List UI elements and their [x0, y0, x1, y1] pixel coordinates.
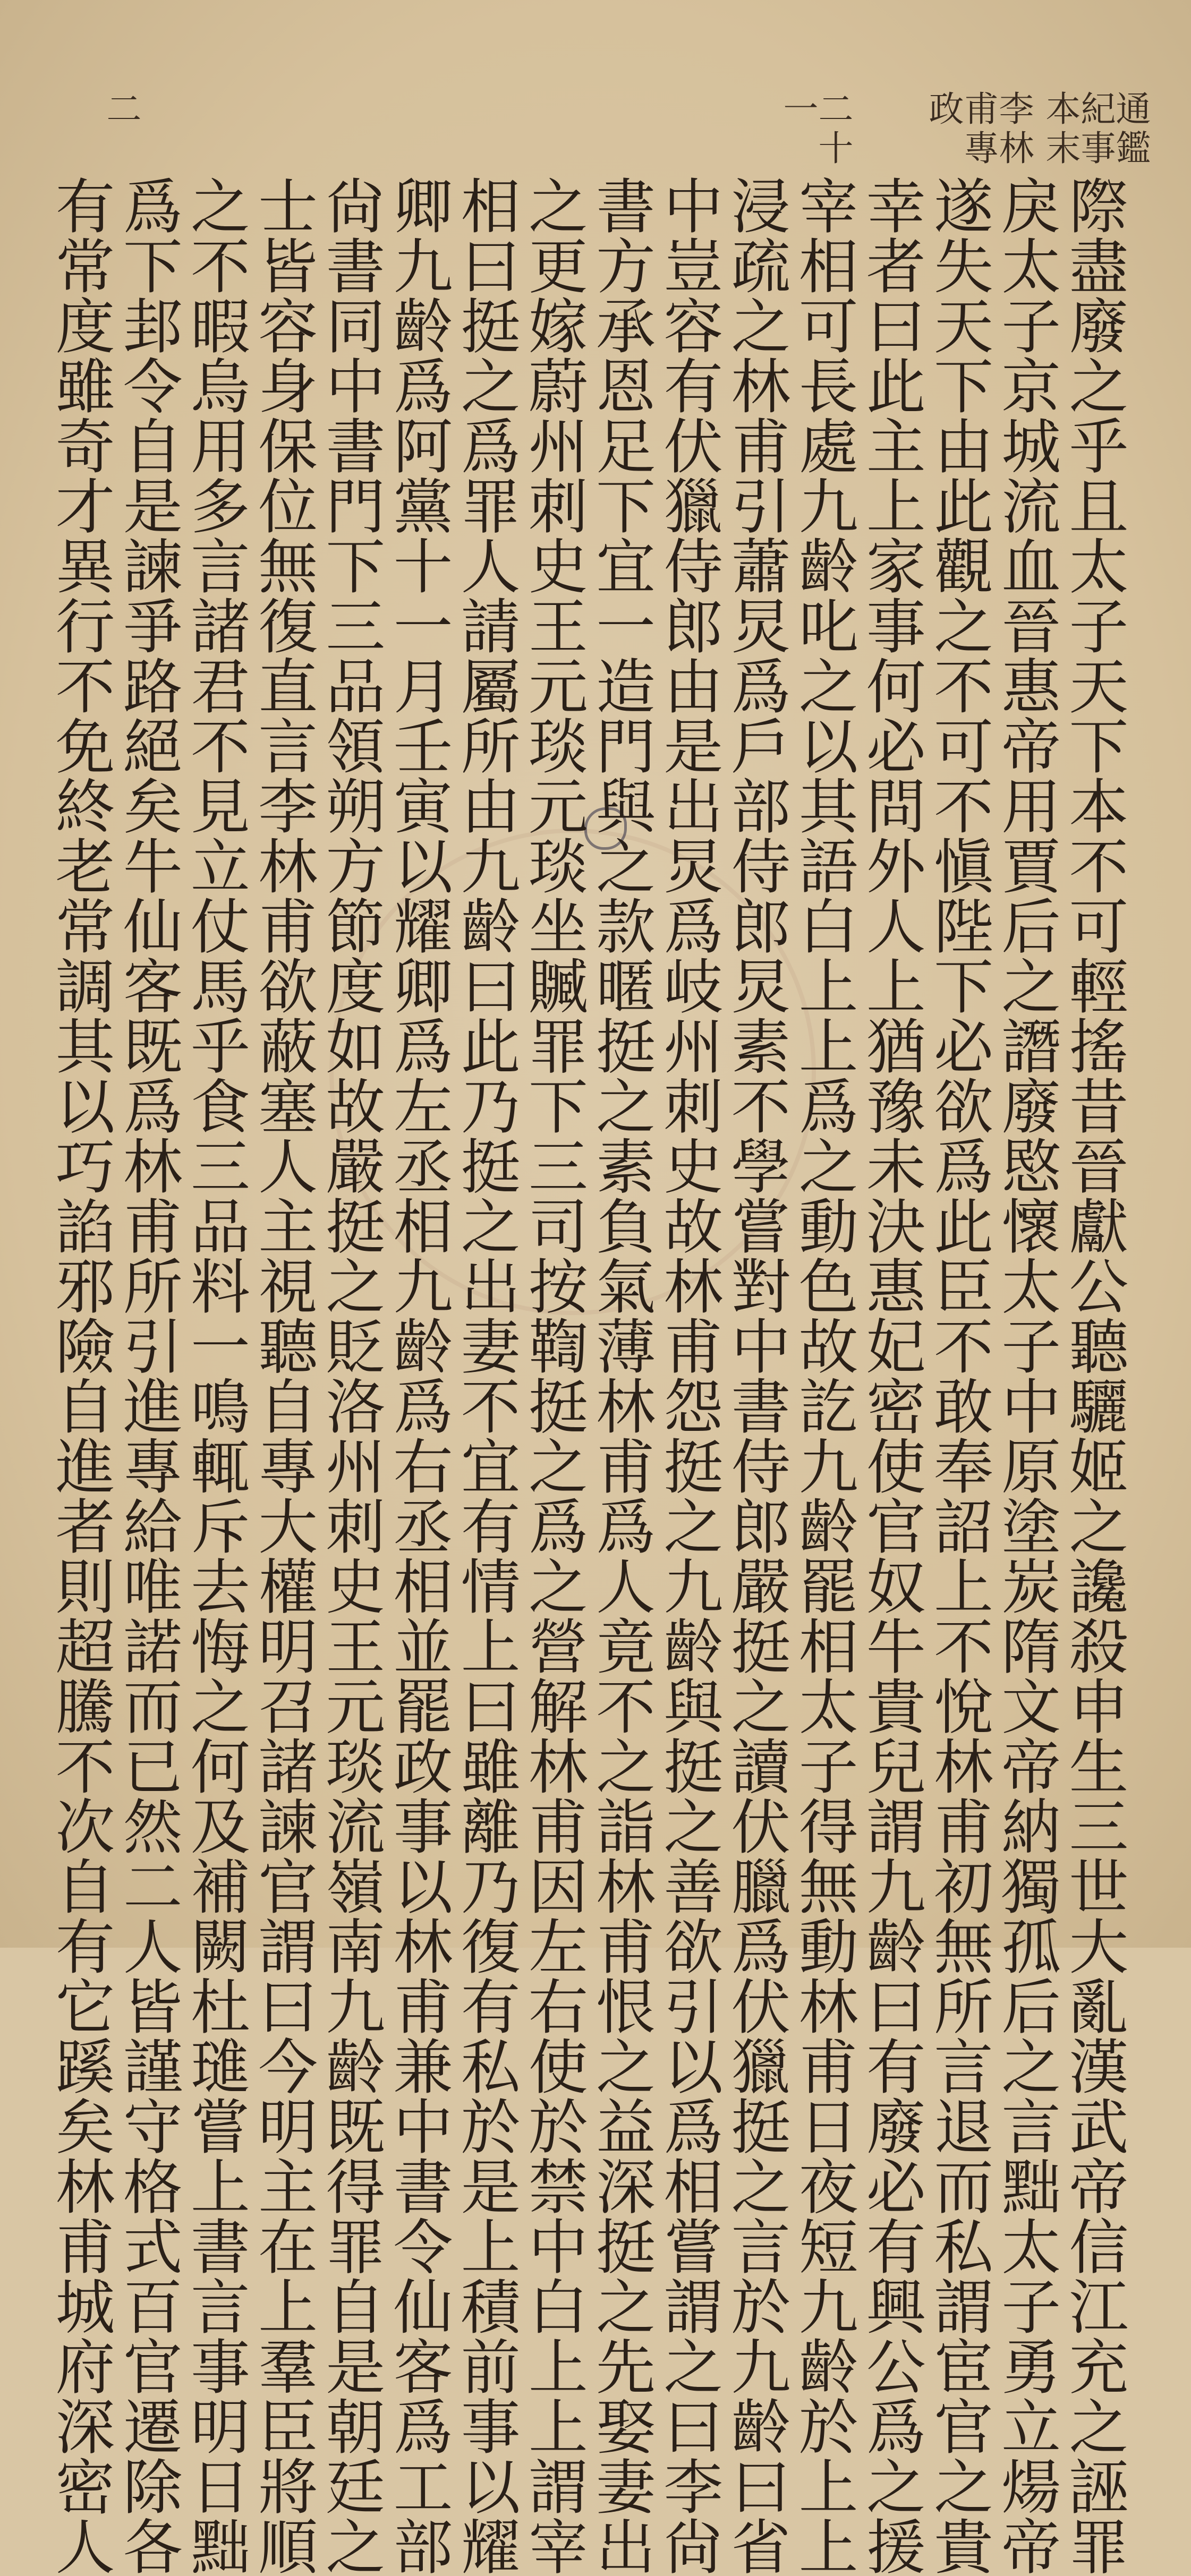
body-text	[46, 175, 1128, 2576]
text-column: 爲下邽令自是諫爭路絕矣牛仙客既爲林甫所引進專給唯諾而已然二人皆謹守格式百官遷除各	[113, 175, 183, 2576]
book-title: 通鑑紀事本末	[1040, 90, 1151, 169]
text-column: 宰相可長處九齡叱之以其語白上上爲之動色故訖九齡罷相太子得無動林甫日夜短九齡於上上	[789, 175, 858, 2576]
text-column: 有常度雖奇才異行不免終老常調其以巧諂邪險自進者則超騰不次自有它蹊矣林甫城府深密人	[46, 175, 115, 2576]
text-column: 士皆容身保位無復直言李林甫欲蔽塞人主視聽自專大權明召諸諫官謂曰今明主在上羣臣將順	[248, 175, 318, 2576]
text-column: 浸疏之林甫引蕭炅爲戶部侍郎炅素不學嘗對中書侍郎嚴挺之讀伏臘爲伏獵挺之言於九齡曰省	[721, 175, 790, 2576]
text-column: 戾太子京城流血晉惠帝用賈后之譖廢愍懷太子中原塗炭隋文帝納獨孤后之言黜太子勇立煬帝	[991, 175, 1061, 2576]
text-column: 尙書同中書門下三品領朔方節度如故嚴挺之貶洛州刺史王元琰流嶺南九齡既得罪自是朝廷之	[316, 175, 385, 2576]
text-column: 之更嫁蔚州刺史王元琰元琰坐贓罪下三司按鞫挺之爲之營解林甫因左右使於禁中白上上謂宰	[518, 175, 588, 2576]
text-column: 相曰挺之爲罪人請屬所由九齡曰此乃挺之出妻不宜有情上曰雖離乃復有私於是上積前事以耀	[451, 175, 521, 2576]
volume-number: 二十一	[777, 90, 853, 169]
text-column: 之不暇烏用多言諸君不見立仗馬乎食三品料一鳴輒斥去悔之何及補闕杜璡嘗上書言事明日黜	[181, 175, 250, 2576]
text-column: 際盡廢之乎且太子天下本不可輕搖昔晉獻公聽驪姬之讒殺申生三世大亂漢武帝信江充之誣罪	[1059, 175, 1128, 2576]
text-column: 中豈容有伏獵侍郎由是出炅爲岐州刺史故林甫怨挺之九齡與挺之善欲引以爲相嘗謂之曰李尙	[653, 175, 723, 2576]
text-column: 遂失天下由此觀之不可不愼陛下必欲爲此臣不敢奉詔上不悅林甫初無所言退而私謂宦官之貴	[924, 175, 993, 2576]
text-column: 書方承恩足下宜一造門與之款暱挺之素負氣薄林甫爲人竟不之詣林甫恨之益深挺之先娶妻出	[586, 175, 656, 2576]
text-column: 幸者曰此主上家事何必問外人上猶豫未決惠妃密使官奴牛貴兒謂九齡曰有廢必有興公爲之援	[856, 175, 926, 2576]
chapter-title: 李林甫專政	[923, 90, 1034, 169]
text-column: 卿九齡爲阿黨十一月壬寅以耀卿爲左丞相九齡爲右丞相並罷政事以林甫兼中書令仙客爲工部	[383, 175, 453, 2576]
page-number: 二	[100, 90, 141, 130]
page-header	[42, 21, 1151, 181]
